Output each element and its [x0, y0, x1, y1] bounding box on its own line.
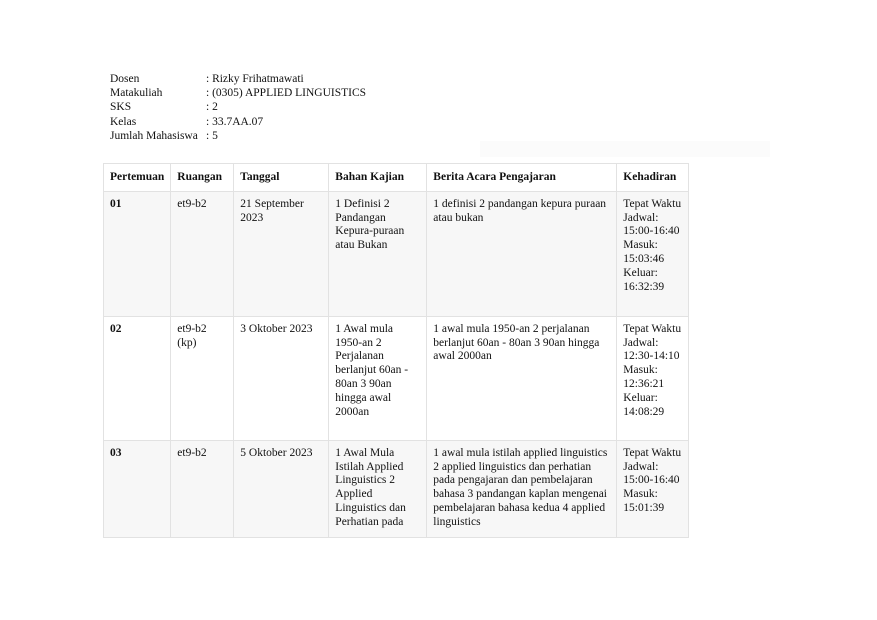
matakuliah-label: Matakuliah [110, 87, 163, 100]
info-row-matakuliah [110, 86, 366, 100]
info-row-sks [110, 100, 366, 114]
cell-berita-acara: 1 awal mula 1950-an 2 perjalanan berlanjut 60an - 80an 3 90an hingga awal 2000an [427, 316, 617, 440]
info-row-jumlah [110, 129, 366, 143]
course-info [110, 72, 366, 143]
dosen-label: Dosen [110, 73, 140, 85]
cell-pertemuan: 02 [104, 316, 171, 440]
header-pertemuan: Pertemuan [104, 164, 171, 192]
table-row [104, 440, 689, 537]
table-row [104, 316, 689, 440]
cell-kehadiran: Tepat Waktu Jadwal: 15:00-16:40 Masuk: 15:03:46 Keluar: 16:32:39 [617, 191, 689, 316]
attendance-table [103, 163, 689, 538]
info-row-kelas [110, 115, 366, 129]
cell-tanggal: 21 September 2023 [234, 191, 329, 316]
cell-tanggal: 5 Oktober 2023 [234, 440, 329, 537]
sks-value: : 2 [206, 101, 218, 114]
cell-ruangan: et9-b2 [171, 440, 234, 537]
cell-bahan-kajian: 1 Awal mula 1950-an 2 Perjalanan berlanjut 60an - 80an 3 90an hingga awal 2000an [329, 316, 427, 440]
sks-label: SKS [110, 101, 132, 114]
cell-bahan-kajian: 1 Definisi 2 Pandangan Kepura-puraan atau Bukan [329, 191, 427, 316]
cell-pertemuan: 03 [104, 440, 171, 537]
cell-bahan-kajian: 1 Awal Mula Istilah Applied Linguistics 2 Applied Linguistics dan Perhatian pada [329, 440, 427, 537]
attendance-table-wrap [103, 163, 689, 538]
table-header-row [104, 164, 689, 192]
cell-tanggal: 3 Oktober 2023 [234, 316, 329, 440]
header-bahan-kajian: Bahan Kajian [329, 164, 427, 192]
matakuliah-value: : (0305) APPLIED LINGUISTICS [206, 87, 367, 100]
header-berita-acara: Berita Acara Pengajaran [427, 164, 617, 192]
info-band [480, 141, 770, 157]
cell-kehadiran: Tepat Waktu Jadwal: 15:00-16:40 Masuk: 15:01:39 [617, 440, 689, 537]
kelas-label: Kelas [110, 115, 137, 128]
header-tanggal: Tanggal [234, 164, 329, 192]
cell-ruangan: et9-b2 [171, 191, 234, 316]
table-row [104, 191, 689, 316]
cell-ruangan: et9-b2 (kp) [171, 316, 234, 440]
jumlah-value: : 5 [206, 129, 218, 142]
cell-kehadiran: Tepat Waktu Jadwal: 12:30-14:10 Masuk: 12:36:21 Keluar: 14:08:29 [617, 316, 689, 440]
dosen-value: : Rizky Frihatmawati [206, 73, 304, 85]
kelas-value: : 33.7AA.07 [206, 115, 264, 128]
header-ruangan: Ruangan [171, 164, 234, 192]
cell-berita-acara: 1 awal mula istilah applied linguistics 2 applied linguistics dan perhatian pada pengajaran dan pembelajaran bahasa 3 pandangan kaplan mengenai pembelajaran bahasa kedua 4 applied linguistics [427, 440, 617, 537]
cell-berita-acara: 1 definisi 2 pandangan kepura puraan atau bukan [427, 191, 617, 316]
cell-pertemuan: 01 [104, 191, 171, 316]
jumlah-label: Jumlah Mahasiswa [110, 129, 198, 142]
info-row-dosen [110, 72, 366, 86]
header-kehadiran: Kehadiran [617, 164, 689, 192]
